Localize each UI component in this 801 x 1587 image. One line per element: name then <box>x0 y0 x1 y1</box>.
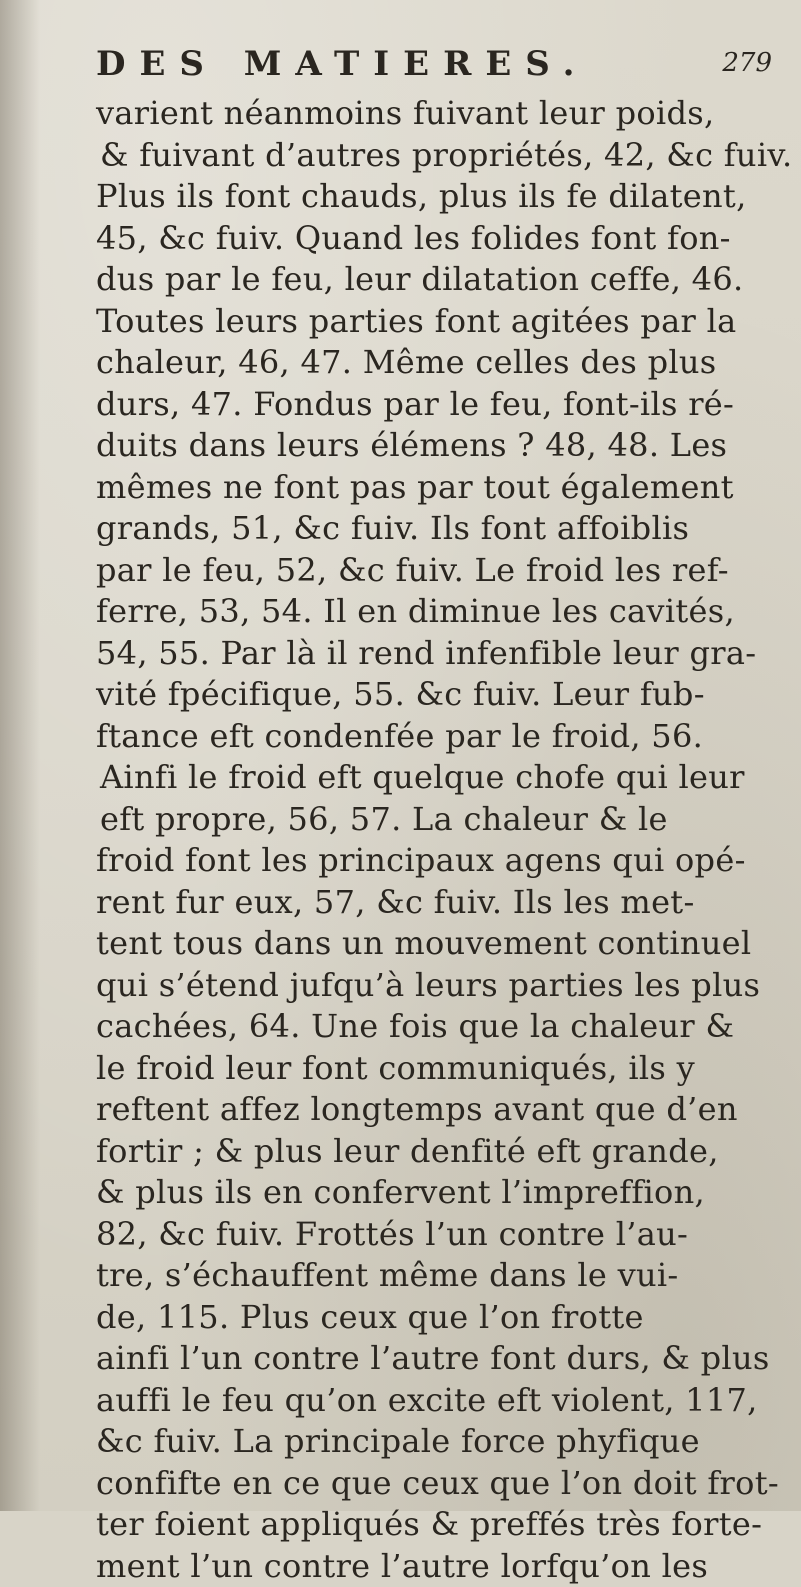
text-line: vité fpécifique, 55. &c fuiv. Leur fub- <box>96 674 776 716</box>
text-line: cachées, 64. Une fois que la chaleur & <box>96 1006 776 1048</box>
text-line: Ainfi le froid eft quelque chofe qui leur <box>96 757 776 799</box>
text-line: ferre, 53, 54. Il en diminue les cavités, <box>96 591 776 633</box>
text-line: rent fur eux, 57, &c fuiv. Ils les met- <box>96 882 776 924</box>
text-line: tre, s’échauffent même dans le vui- <box>96 1255 776 1297</box>
text-line: Toutes leurs parties font agitées par la <box>96 301 776 343</box>
text-line: reftent affez longtemps avant que d’en <box>96 1089 776 1131</box>
text-line: Plus ils font chauds, plus ils fe dilatent, <box>96 176 776 218</box>
text-line: ainfi l’un contre l’autre font durs, & plus <box>96 1338 776 1380</box>
page-header <box>96 44 772 90</box>
text-line: dus par le feu, leur dilatation ceffe, 46. <box>96 259 776 301</box>
text-line: durs, 47. Fondus par le feu, font-ils ré- <box>96 384 776 426</box>
text-line: chaleur, 46, 47. Même celles des plus <box>96 342 776 384</box>
index-text-block <box>96 93 776 1587</box>
text-line: le froid leur font communiqués, ils y <box>96 1048 776 1090</box>
text-line: & plus ils en confervent l’impreffion, <box>96 1172 776 1214</box>
text-line: &c fuiv. La principale force phyfique <box>96 1421 776 1463</box>
text-line: eft propre, 56, 57. La chaleur & le <box>96 799 776 841</box>
text-line: & fuivant d’autres propriétés, 42, &c fuiv. <box>96 135 776 177</box>
text-line: ment l’un contre l’autre lorfqu’on les <box>96 1546 776 1587</box>
text-line: ter foient appliqués & preffés très forte- <box>96 1504 776 1546</box>
text-line: confifte en ce que ceux que l’on doit frot- <box>96 1463 776 1505</box>
text-line: grands, 51, &c fuiv. Ils font affoiblis <box>96 508 776 550</box>
text-line: fortir ; & plus leur denfité eft grande, <box>96 1131 776 1173</box>
text-line: 45, &c fuiv. Quand les folides font fon- <box>96 218 776 260</box>
text-line: 54, 55. Par là il rend infenfible leur gra- <box>96 633 776 675</box>
text-line: ftance eft condenfée par le froid, 56. <box>96 716 776 758</box>
page-edge-shadow <box>0 0 40 1511</box>
text-line: tent tous dans un mouvement continuel <box>96 923 776 965</box>
text-line: auffi le feu qu’on excite eft violent, 117, <box>96 1380 776 1422</box>
text-line: duits dans leurs élémens ? 48, 48. Les <box>96 425 776 467</box>
page-number: 279 <box>722 48 772 78</box>
text-line: froid font les principaux agens qui opé- <box>96 840 776 882</box>
text-line: 82, &c fuiv. Frottés l’un contre l’au- <box>96 1214 776 1256</box>
text-line: varient néanmoins fuivant leur poids, <box>96 93 776 135</box>
text-line: de, 115. Plus ceux que l’on frotte <box>96 1297 776 1339</box>
text-line: par le feu, 52, &c fuiv. Le froid les ref- <box>96 550 776 592</box>
running-title: DES MATIERES. <box>96 44 588 84</box>
text-line: qui s’étend jufqu’à leurs parties les plus <box>96 965 776 1007</box>
text-line: mêmes ne font pas par tout également <box>96 467 776 509</box>
